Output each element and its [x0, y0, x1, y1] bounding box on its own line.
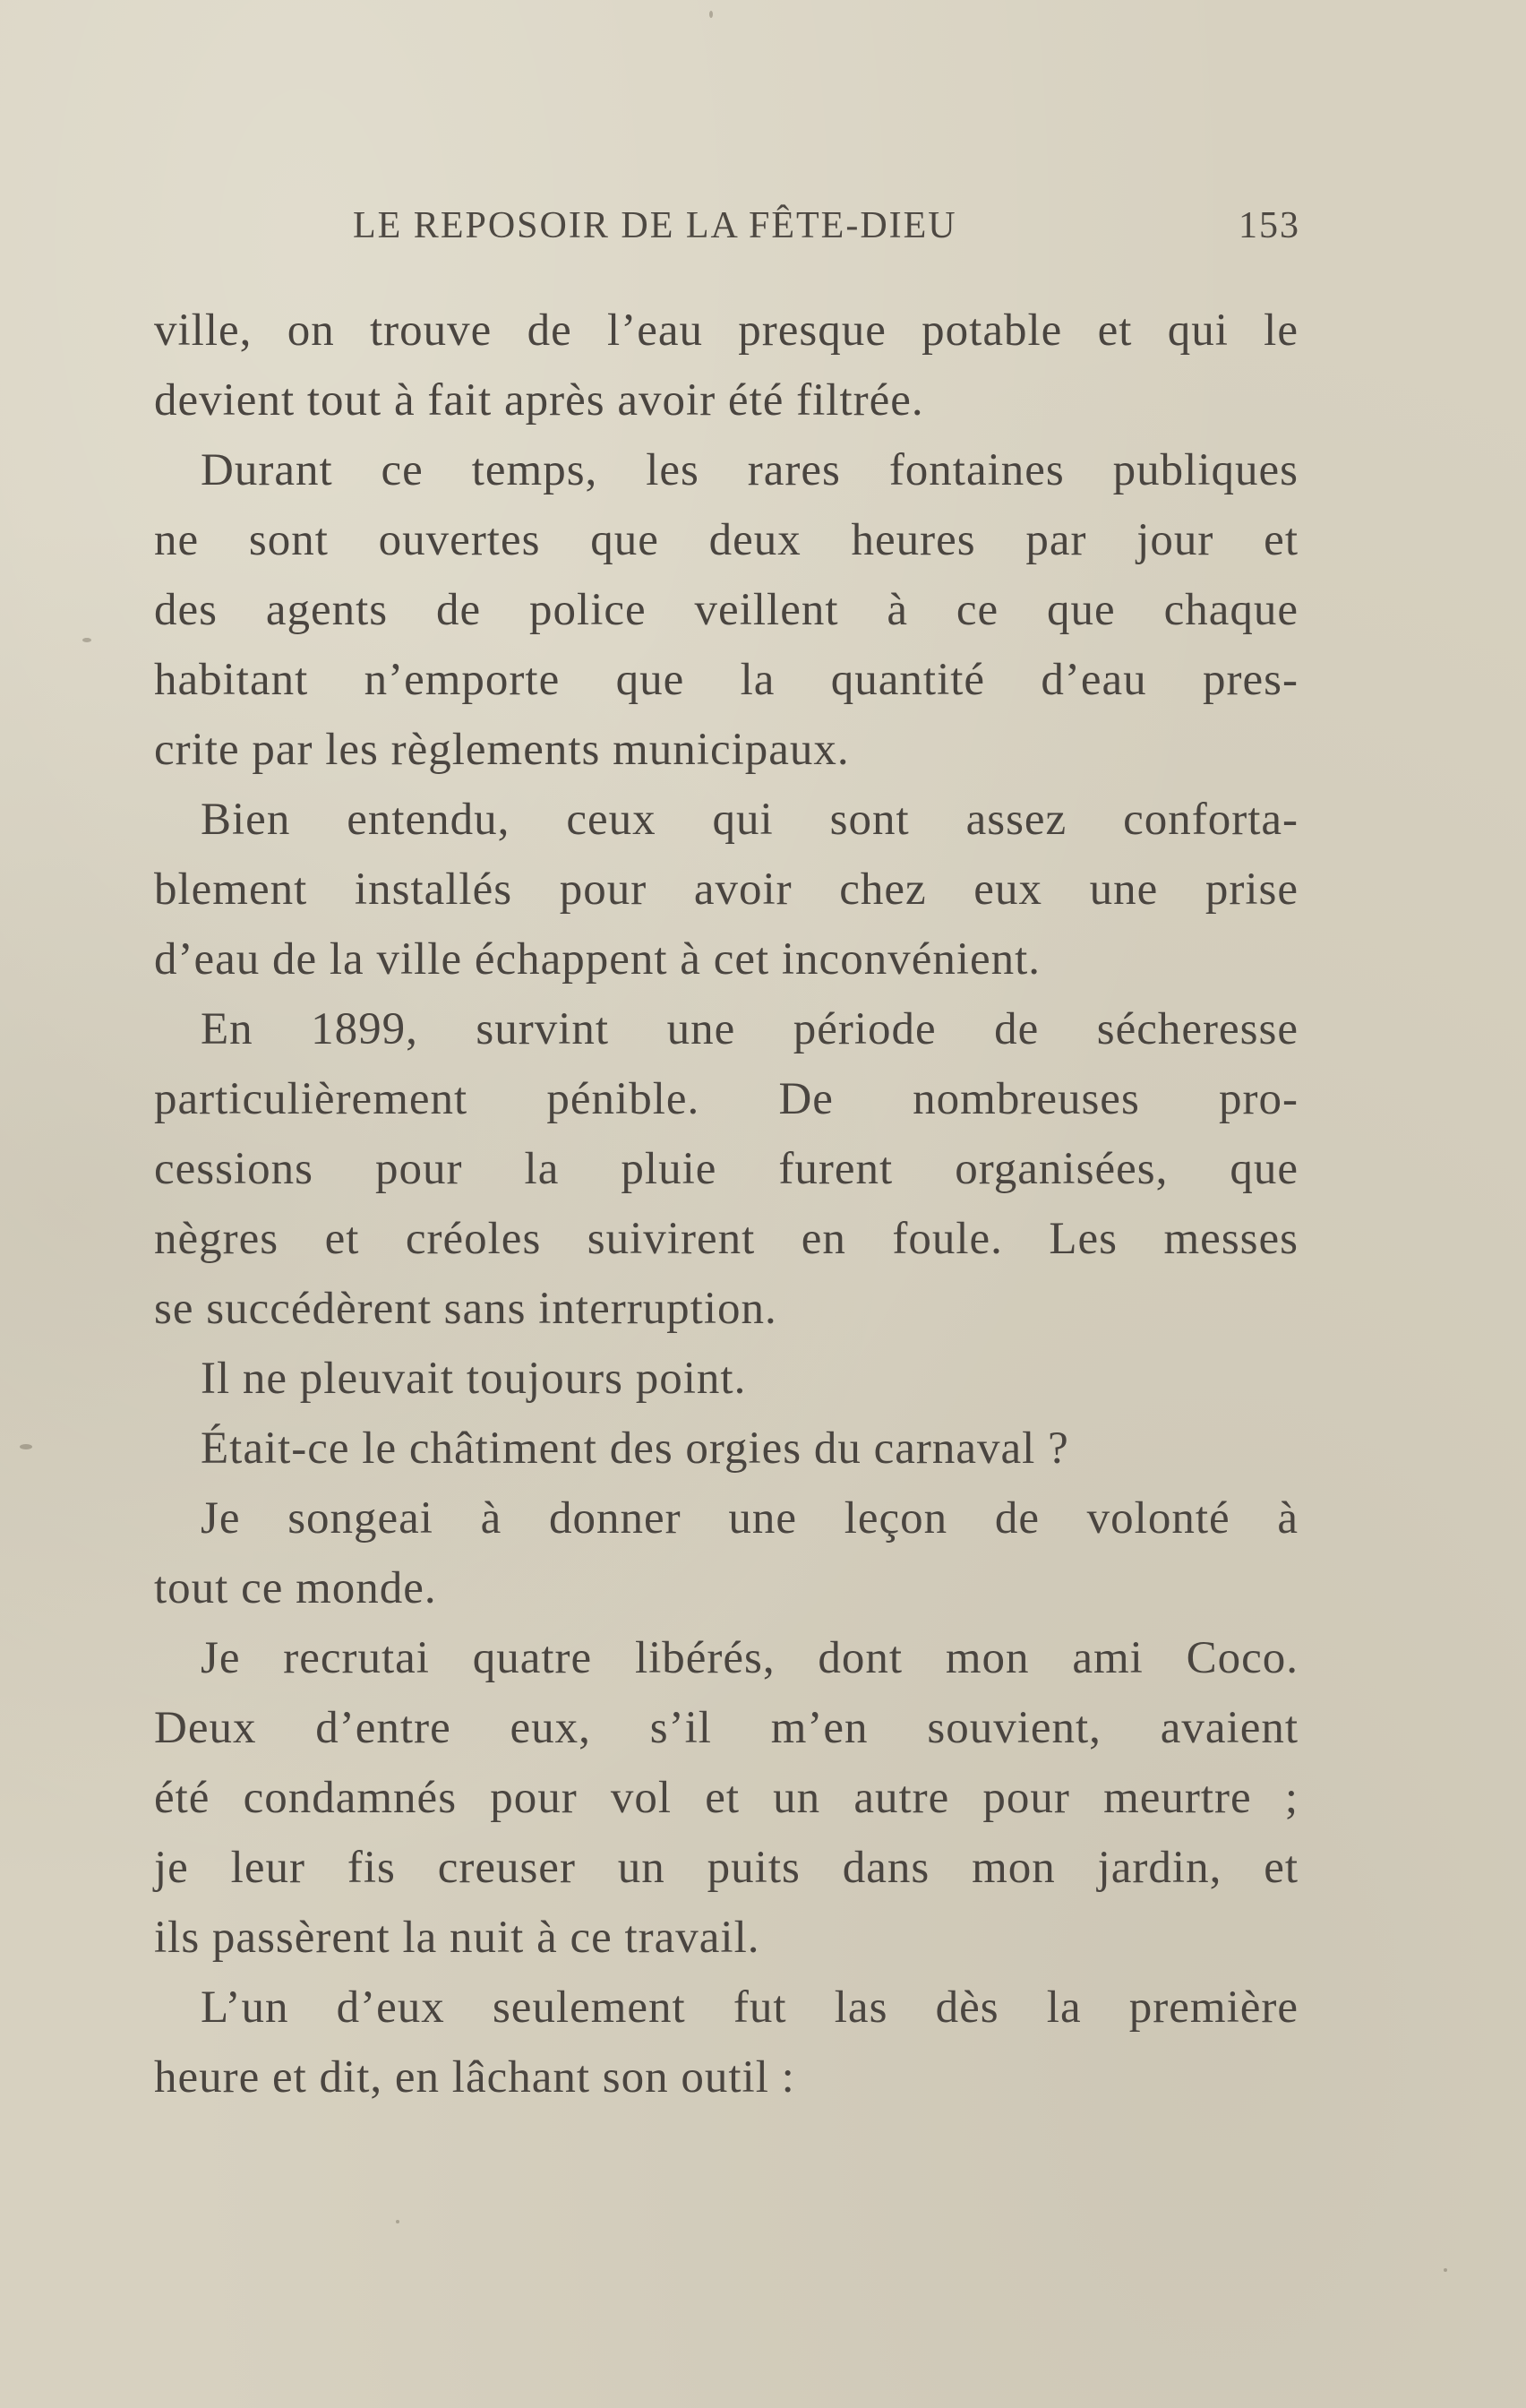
text-line: devient tout à fait après avoir été filtrée.	[154, 375, 924, 426]
text-line: Je recrutai quatre libérés, dont mon ami Coco.	[201, 1633, 1299, 1683]
text-line: Je songeai à donner une leçon de volonté à	[201, 1493, 1299, 1544]
paper-speck	[709, 11, 713, 18]
text-line: habitant n’emporte que la quantité d’eau pres-	[154, 655, 1299, 705]
paper-speck	[20, 1444, 32, 1449]
text-line: blement installés pour avoir chez eux une prise	[154, 864, 1299, 915]
text-line: Il ne pleuvait toujours point.	[201, 1354, 747, 1404]
text-line: été condamnés pour vol et un autre pour meurtre ;	[154, 1773, 1299, 1823]
paper-speck	[82, 638, 91, 642]
paper-speck	[1444, 2268, 1447, 2272]
text-line: ils passèrent la nuit à ce travail.	[154, 1913, 760, 1963]
text-line: je leur fis creuser un puits dans mon jardin, et	[154, 1843, 1299, 1893]
running-title: LE REPOSOIR DE LA FÊTE-DIEU	[353, 205, 957, 246]
text-line: se succédèrent sans interruption.	[154, 1284, 777, 1334]
page-number: 153	[1239, 205, 1300, 246]
text-line: nègres et créoles suivirent en foule. Les messes	[154, 1214, 1299, 1264]
text-line: ne sont ouvertes que deux heures par jour et	[154, 515, 1299, 565]
body-text	[154, 296, 1299, 2112]
text-line: En 1899, survint une période de sécheresse	[201, 1004, 1299, 1054]
running-head	[154, 204, 1300, 258]
text-line: d’eau de la ville échappent à cet inconvénient.	[154, 934, 1042, 985]
text-line: ville, on trouve de l’eau presque potable et qui le	[154, 305, 1299, 356]
text-line: Deux d’entre eux, s’il m’en souvient, avaient	[154, 1703, 1299, 1753]
text-line: heure et dit, en lâchant son outil :	[154, 2052, 795, 2103]
text-line: des agents de police veillent à ce que chaque	[154, 585, 1299, 635]
text-line: L’un d’eux seulement fut las dès la première	[201, 1982, 1299, 2033]
text-line: particulièrement pénible. De nombreuses pro-	[154, 1074, 1299, 1124]
paper-speck	[396, 2220, 399, 2223]
text-line: Était-ce le châtiment des orgies du carnaval ?	[201, 1423, 1069, 1474]
text-line: Bien entendu, ceux qui sont assez conforta-	[201, 795, 1299, 845]
text-line: cessions pour la pluie furent organisées, que	[154, 1144, 1299, 1194]
text-line: Durant ce temps, les rares fontaines publiques	[201, 445, 1299, 495]
text-line: crite par les règlements municipaux.	[154, 725, 850, 775]
text-line: tout ce monde.	[154, 1563, 437, 1613]
